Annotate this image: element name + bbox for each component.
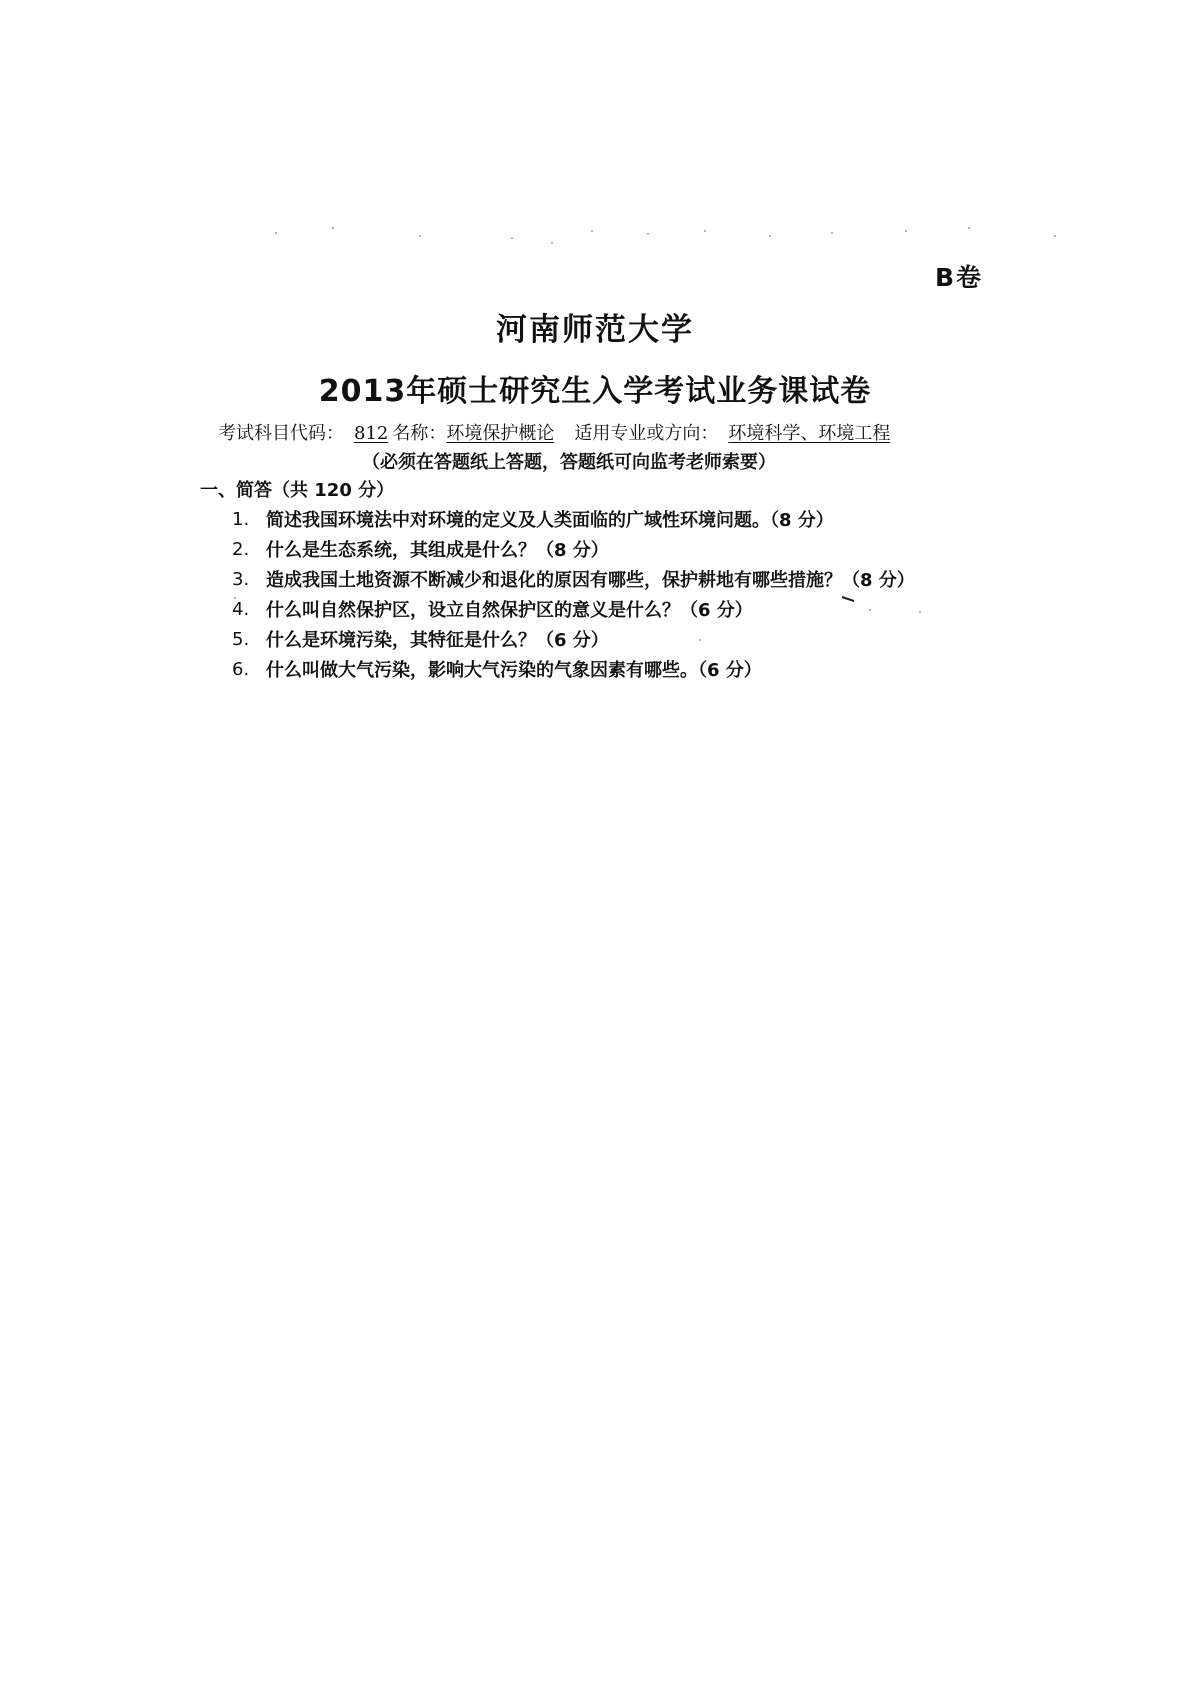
subject-name-value: 环境保护概论 (446, 423, 555, 444)
subject-code-value: 812 (354, 423, 389, 444)
answer-sheet-notice: （必须在答题纸上答题，答题纸可向监考老师索要） (362, 452, 776, 473)
question-item (232, 654, 915, 684)
question-number: 4. (232, 598, 250, 620)
subject-code-label: 考试科目代码： (218, 423, 344, 444)
question-list (232, 504, 915, 684)
question-number: 1. (232, 508, 250, 530)
question-item (232, 534, 915, 564)
question-number: 3. (232, 568, 250, 590)
question-item (232, 564, 915, 594)
exam-info-line (218, 419, 890, 445)
question-number: 5. (232, 628, 250, 650)
question-number: 6. (232, 658, 250, 680)
question-text: 造成我国土地资源不断减少和退化的原因有哪些，保护耕地有哪些措施？（8 分） (266, 570, 915, 591)
university-name: 河南师范大学 (496, 312, 694, 348)
question-text: 简述我国环境法中对环境的定义及人类面临的广域性环境问题。（8 分） (266, 510, 834, 531)
subject-name-label: 名称： (392, 423, 447, 444)
major-value: 环境科学、环境工程 (728, 423, 891, 444)
major-label: 适用专业或方向： (574, 423, 719, 444)
question-item (232, 624, 915, 654)
question-text: 什么是生态系统，其组成是什么？（8 分） (266, 540, 609, 561)
exam-title: 2013年硕士研究生入学考试业务课试卷 (318, 374, 872, 409)
question-text: 什么叫做大气污染，影响大气污染的气象因素有哪些。（6 分） (266, 660, 762, 681)
question-item (232, 504, 915, 534)
question-number: 2. (232, 538, 250, 560)
question-item (232, 594, 915, 624)
question-text: 什么是环境污染，其特征是什么？（6 分） (266, 630, 609, 651)
question-text: 什么叫自然保护区，设立自然保护区的意义是什么？（6 分） (266, 600, 753, 621)
paper-version-label: B卷 (935, 263, 984, 292)
section-title: 一、简答（共 120 分） (200, 480, 395, 501)
